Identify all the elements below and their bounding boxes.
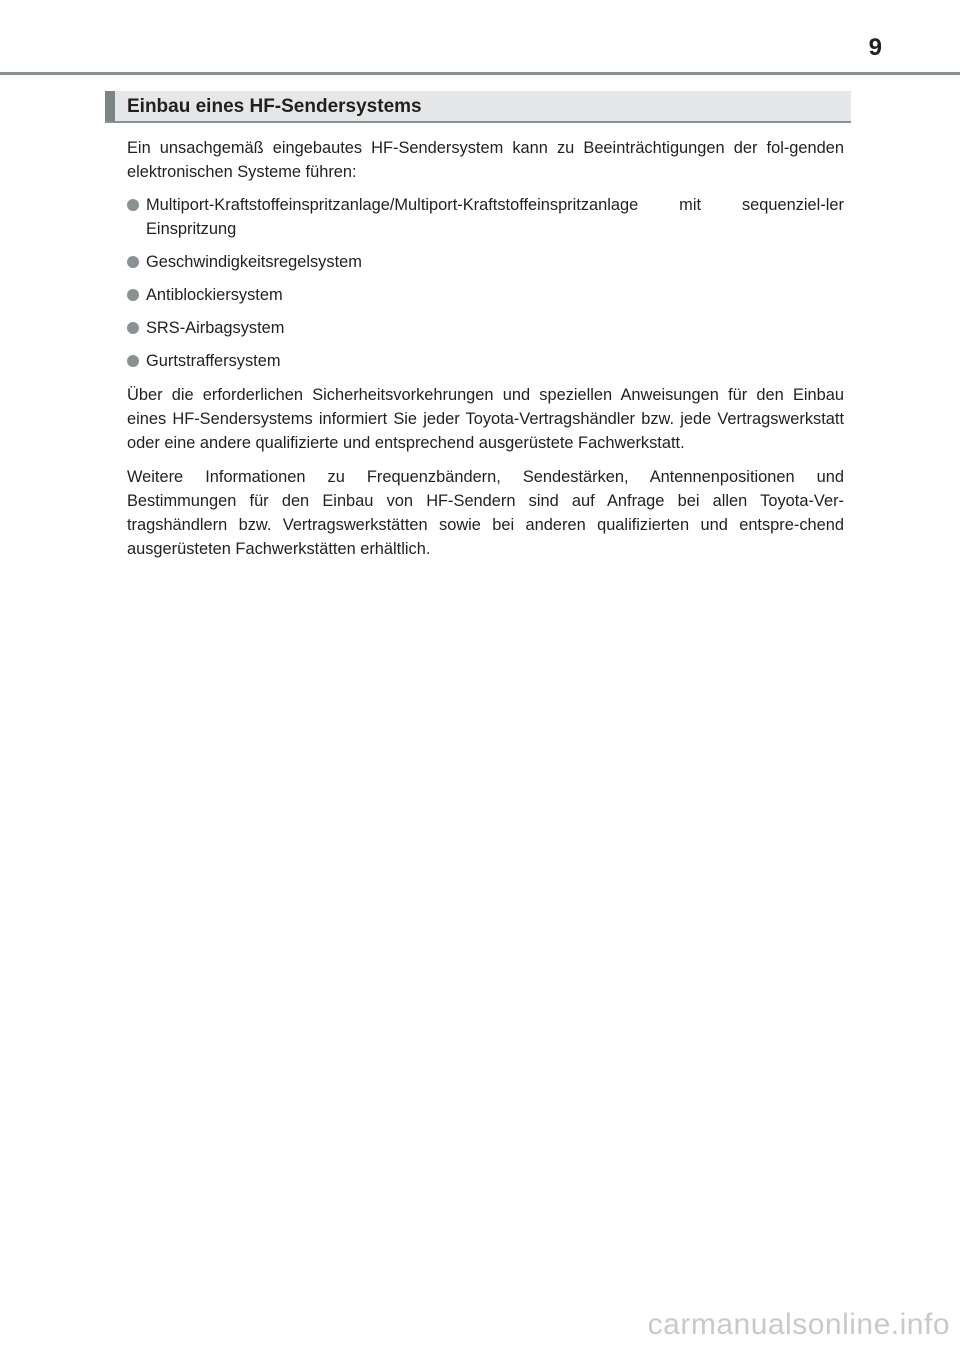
list-item-text: Geschwindigkeitsregelsystem xyxy=(146,253,362,271)
info-paragraph: Weitere Informationen zu Frequenzbändern, Sendestärken, Antennenpositionen und Bestimmungen für den Einbau von HF-Sendern sind auf Anfrage bei allen Toyota-Ver-tragshändlern bzw. Vertragswerkstätten sowie bei anderen qualifizierten und entspre-chend ausgerüsteten Fachwerkstätten erhältlich. xyxy=(127,468,844,558)
top-rule xyxy=(0,72,960,75)
list-item xyxy=(127,283,844,307)
list-item-text: Multiport-Kraftstoffeinspritzanlage/Multiport-Kraftstoffeinspritzanlage mit sequenziel-ler Einspritzung xyxy=(146,196,844,238)
list-item-text: Antiblockiersystem xyxy=(146,286,283,304)
page-number: 9 xyxy=(868,34,882,61)
section-heading xyxy=(105,91,851,123)
list-item xyxy=(127,316,844,340)
list-item xyxy=(127,193,844,241)
watermark: carmanualsonline.info xyxy=(647,1308,950,1341)
bullet-icon xyxy=(127,322,139,334)
affected-systems-list xyxy=(127,193,844,373)
intro-paragraph: Ein unsachgemäß eingebautes HF-Sendersystem kann zu Beeinträchtigungen der fol-genden elektronischen Systeme führen: xyxy=(127,139,844,181)
content-body xyxy=(127,136,844,571)
list-item xyxy=(127,250,844,274)
section-heading-text: Einbau eines HF-Sendersystems xyxy=(127,96,422,117)
bullet-icon xyxy=(127,355,139,367)
bullet-icon xyxy=(127,199,139,211)
list-item xyxy=(127,349,844,373)
bullet-icon xyxy=(127,289,139,301)
list-item-text: Gurtstraffersystem xyxy=(146,352,281,370)
bullet-icon xyxy=(127,256,139,268)
list-item-text: SRS-Airbagsystem xyxy=(146,319,285,337)
heading-accent-bar xyxy=(105,91,115,121)
safety-paragraph: Über die erforderlichen Sicherheitsvorkehrungen und speziellen Anweisungen für den Einbau eines HF-Sendersystems informiert Sie jeder Toyota-Vertragshändler bzw. jede Vertragswerkstatt oder eine andere qualifizierte und entsprechend ausgerüstete Fachwerkstatt. xyxy=(127,386,844,452)
